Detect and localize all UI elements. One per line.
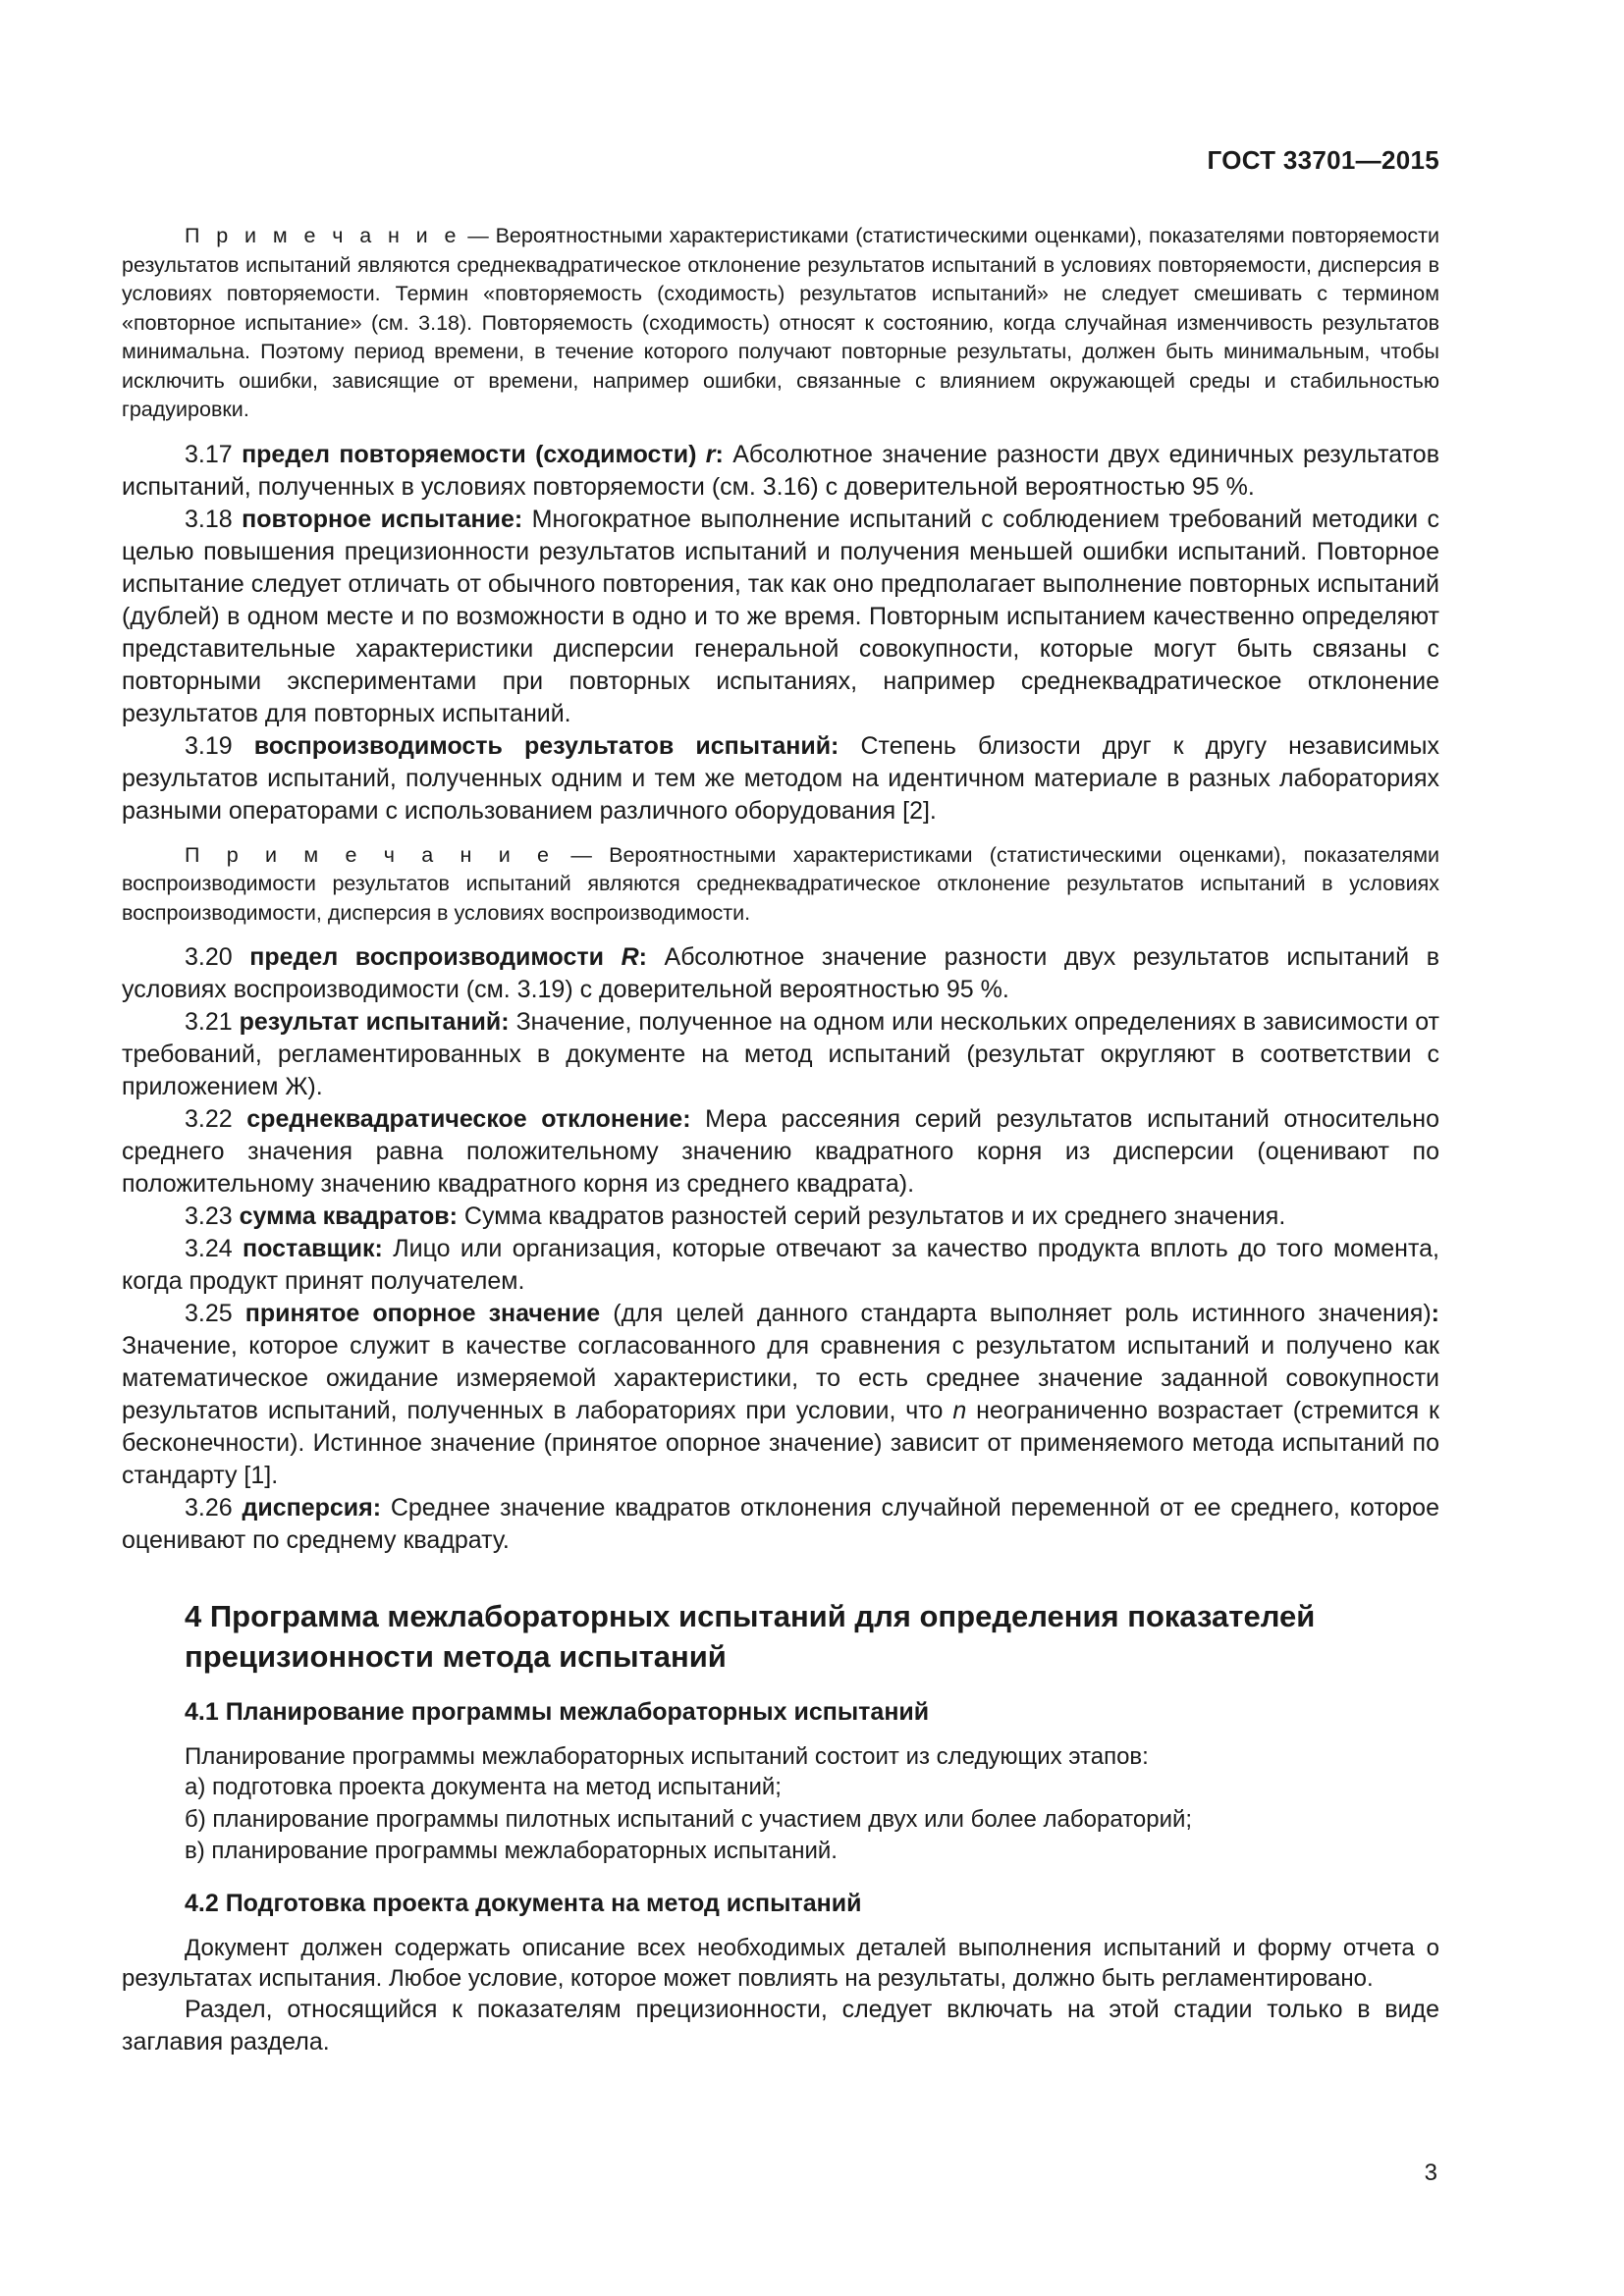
definition-colon: : [638,943,647,971]
definition-text: Степень близости друг к другу независимых результатов испытаний, полученных одним и тем же методом на идентичном материале в разных лабораториях разными операторами с использованием различного оборудования [2]. [122,731,1439,825]
page-content [122,222,1439,2058]
definition-text: Абсолютное значение разности двух единичных результатов испытаний, полученных в условиях повторяемости (см. 3.16) с доверительной вероятностью 95 %. [122,440,1439,501]
definition-number: 3.22 [185,1105,247,1133]
section-4-2-heading: 4.2 Подготовка проекта документа на метод испытаний [185,1889,862,1917]
definition-3-25 [122,1298,1439,1492]
list-item: а) подготовка проекта документа на метод испытаний; [185,1774,782,1800]
section-4-1-intro: Планирование программы межлабораторных испытаний состоит из следующих этапов: [185,1743,1149,1770]
definition-3-24 [122,1233,1439,1298]
definition-term: среднеквадратическое отклонение: [246,1105,691,1133]
definition-text: Значение, которое служит в качестве согласованного для сравнения с результатом испытаний и получено как математическое ожидание измеряемой характеристики, то есть среднее значение заданной совокупности результатов испытаний, полученных в лабораториях при условии, что [122,1332,1439,1424]
definition-3-23 [122,1201,1439,1233]
definition-parenthetical: (для целей данного стандарта выполняет роль истинного значения) [600,1300,1432,1327]
section-4-heading: 4 Программа межлабораторных испытаний для определения показателей прецизионности метода испытаний [185,1599,1316,1674]
note-text: — Вероятностными характеристиками (статистическими оценками), показателями повторяемости результатов испытаний являются среднеквадратическое отклонение результатов испытаний в условиях повторяемости, дисперсия в условиях повторяемости. Термин «повторяемость (сходимость) результатов испытаний» не следует смешивать с термином «повторное испытание» (см. 3.18). Повторяемость (сходимость) относят к состоянию, когда случайная изменчивость результатов минимальна. Поэтому период времени, в течение которого получают повторные результаты, должен быть минимальным, чтобы исключить ошибки, зависящие от времени, например ошибки, связанные с влиянием окружающей среды и стабильностью градуировки. [122,224,1439,421]
definition-text: Абсолютное значение разности двух результатов испытаний в условиях воспроизводимости (см. 3.19) с доверительной вероятностью 95 %. [122,943,1439,1003]
list-item: б) планирование программы пилотных испытаний с участием двух или более лабораторий; [185,1805,1193,1833]
definition-number: 3.20 [185,943,250,971]
definition-number: 3.23 [185,1202,240,1230]
definition-number: 3.17 [185,440,243,468]
section-4-1-heading: 4.1 Планирование программы межлабораторных испытаний [185,1698,930,1726]
definition-number: 3.26 [185,1494,243,1522]
definition-3-18 [122,504,1439,730]
section-4-2-paragraph: Документ должен содержать описание всех необходимых деталей выполнения испытаний и форму отчета о результатах испытания. Любое условие, которое может повлиять на результаты, должно быть регламентировано. [122,1934,1439,1992]
definition-term: предел воспроизводимости [249,943,622,971]
definition-number: 3.24 [185,1235,244,1262]
definition-number: 3.25 [185,1300,245,1327]
definition-term: повторное испытание: [242,505,523,533]
definition-text: Мера рассеяния серий результатов испытаний относительно среднего значения равна положительному значению квадратного корня из дисперсии (оценивают по положительному значению квадратного корня из среднего квадрата). [122,1105,1439,1198]
definition-term: воспроизводимость результатов испытаний: [253,731,839,760]
definition-term: сумма квадратов: [239,1202,458,1230]
definition-term: поставщик: [243,1235,383,1262]
definition-text: Лицо или организация, которые отвечают за качество продукта вплоть до того момента, когда продукт принят получателем. [122,1235,1439,1295]
definition-3-22 [122,1103,1439,1201]
note-label: П р и м е ч а н и е [185,842,554,867]
definition-3-19 [122,730,1439,828]
definition-colon: : [1431,1300,1439,1327]
definition-symbol: n [952,1397,967,1424]
note-repeatability [122,222,1439,425]
note-label: П р и м е ч а н и е [185,224,461,247]
definition-term: дисперсия: [242,1494,382,1522]
definition-symbol: R [621,943,639,971]
definition-text: Сумма квадратов разностей серий результатов и их среднего значения. [457,1202,1286,1230]
definition-text-continued: неограниченно возрастает (стремится к бесконечности). Истинное значение (принятое опорное значение) зависит от применяемого метода испытаний по стандарту [1]. [122,1397,1439,1489]
section-4-2-paragraph: Раздел, относящийся к показателям прецизионности, следует включать на этой стадии только в виде заглавия раздела. [122,1995,1439,2056]
definition-text: Многократное выполнение испытаний с соблюдением требований методики с целью повышения прецизионности результатов испытаний и получения меньшей ошибки испытаний. Повторное испытание следует отличать от обычного повторения, так как оно предполагает выполнение повторных испытаний (дублей) в одном месте и по возможности в одно и то же время. Повторным испытанием качественно определяют представительные характеристики дисперсии генеральной совокупности, которые могут быть связаны с повторными экспериментами при повторных испытаниях, например среднеквадратическое отклонение результатов для повторных испытаний. [122,505,1439,727]
standard-code-header: ГОСТ 33701—2015 [1207,145,1439,175]
definition-3-17 [122,439,1439,504]
note-text: — Вероятностными характеристиками (статистическими оценками), показателями воспроизводимости результатов испытаний являются среднеквадратическое отклонение результатов испытаний в условиях воспроизводимости, дисперсия в условиях воспроизводимости. [122,842,1439,925]
definition-text: Значение, полученное на одном или нескольких определениях в зависимости от требований, регламентированных в документе на метод испытаний (результат округляют в соответствии с приложением Ж). [122,1008,1440,1100]
definition-term: предел повторяемости (сходимости) [242,440,706,468]
definition-term: результат испытаний: [239,1008,510,1036]
definition-3-20 [122,941,1439,1006]
definition-3-21 [122,1006,1439,1103]
definition-3-26 [122,1492,1439,1557]
page-number: 3 [1424,2160,1437,2186]
definition-symbol: r [705,440,716,468]
definition-text: Среднее значение квадратов отклонения случайной переменной от ее среднего, которое оценивают по среднему квадрату. [122,1494,1439,1554]
definition-number: 3.21 [185,1008,240,1036]
list-item: в) планирование программы межлабораторных испытаний. [185,1838,838,1864]
definition-colon: : [715,440,724,468]
definition-number: 3.18 [185,505,243,533]
note-reproducibility [122,841,1439,929]
definition-number: 3.19 [185,731,254,760]
definition-term: принятое опорное значение [244,1300,601,1327]
